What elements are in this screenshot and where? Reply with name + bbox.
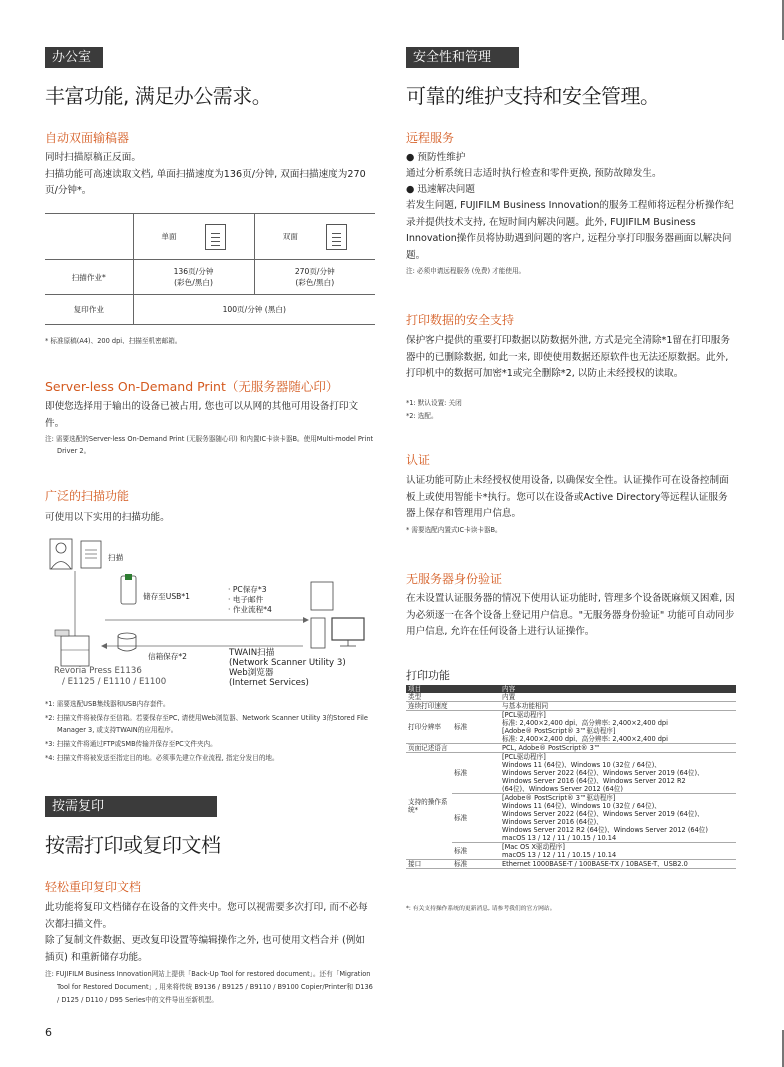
table-cell: 标准 [452,860,500,869]
serverless-heading: Server-less On-Demand Print（无服务器随心印） [45,379,339,394]
scan-single-value: 136页/分钟 (彩色/黑白) [133,260,254,295]
printdata-note-1: *1: 默认设置: 关闭 [406,399,462,407]
table-cell: 与基本功能相同 [500,702,736,711]
remote-text-1: 通过分析系统日志适时执行检查和零件更换, 预防故障发生。 [406,168,662,179]
print-spec-table [406,685,736,869]
security-title: 可靠的维护支持和安全管理。 [406,84,660,108]
pc-list-item: · PC保存*3 [228,585,267,594]
serverless-body: 即使您选择用于输出的设备已被占用, 您也可以从网的其他可用设备打印文件。 [45,401,359,429]
printdata-body: 保护客户提供的重要打印数据以防数据外泄, 方式是完全清除*1留在打印服务器中的已删除数据, 如此一来, 即使使用数据还原软件也无法还原数据。此外, 打印机中的数据可加密*1或完全删除*2, 以防止未经授权的读取。 [406,335,730,379]
table-head-item: 项目 [406,685,500,693]
folder-label: 信箱保存*2 [148,652,188,661]
scan-notes [45,698,375,764]
twain-labels [229,648,346,688]
table-cell: 接口 [406,860,452,869]
remote-text-2: 若发生问题, FUJIFILM Business Innovation的服务工程师将远程分析操作纪录并提供技术支持, 在短时间内解决问题。此外, FUJIFILM Business Innovation操作员将协助遇到问题的客户, 远程分享打印服务器画面以解决问题。 [406,200,734,261]
printer-device-icon [55,630,89,666]
double-sided-document-icon [326,224,347,250]
reprint-body: 此功能将复印文档储存在设备的文件夹中。您可以视需要多次打印, 而不必每次都扫描文件。 除了复制文件数据、更改复印设置等编辑操作之外, 也可使用文档合并 (例如插页) 和重新储存功能。 [45,902,368,963]
scan-body: 可使用以下实用的扫描功能。 [45,512,170,523]
twain-line: Web浏览器 [229,668,274,678]
table-cell: 页面记述语言 [406,744,500,753]
section-bar-office: 办公室 [45,47,103,68]
single-col-header [133,214,254,260]
pc-document-icon [311,582,333,610]
mailbox-storage-icon [118,633,136,651]
pc-list [228,585,272,615]
scan-document-icon [81,541,101,568]
scan-note: *2: 扫描文件将被保存至信箱。若要保存至PC, 请使用Web浏览器、Network Scanner Utility 3的Stored File Manager 3, 或支持TWAIN的应用程序。 [45,714,368,734]
twain-line: TWAIN扫描 [229,648,275,658]
serverless-auth-heading: 无服务器身份验证 [406,572,503,586]
section-bar-ondemand: 按需复印 [45,796,217,817]
scan-row-label: 扫描作业* [45,260,133,295]
scan-label: 扫描 [108,553,124,562]
table-cell: 支持的操作系统* [406,753,452,860]
printdata-heading: 打印数据的安全支持 [406,313,515,327]
section-bar-security: 安全性和管理 [406,47,519,68]
table-head-content: 内容 [500,685,736,693]
table-cell: 连续打印速度 [406,702,500,711]
remote-bullet-2: ● 迅速解决问题 [406,184,475,195]
device-model-line: Revoria Press E1136 [54,666,142,676]
table-cell: [PCL驱动程序] Windows 11 (64位)、Windows 10 (32位 / 64位)、 Windows Server 2022 (64位)、Windows Server 2019 (64位)、 Windows Server 2016 (64位)、Windows Server 2012 R2 (64位)、Windows Server 2012 (64位) [500,753,736,794]
table-cell: [Mac OS X驱动程序] macOS 13 / 12 / 11 / 10.15 / 10.14 [500,843,736,860]
table-cell: [Adobe® PostScript® 3™驱动程序] Windows 11 (64位)、Windows 10 (32位 / 64位)、 Windows Server 2022 (64位)、Windows Server 2019 (64位)、 Windows Server 2016 (64位)、 Windows Server 2012 R2 (64位)、Windows Server 2012 (64位) macOS 13 / 12 / 11 / 10.15 / 10.14 [500,794,736,843]
scan-diagram [45,538,405,688]
table-cell: Ethernet 1000BASE-T / 100BASE-TX / 10BASE-T、USB2.0 [500,860,736,869]
auth-note: * 需要选配内置式IC卡读卡器B。 [406,526,502,534]
table-cell: 打印分辨率 [406,711,452,744]
scan-note: *3: 扫描文件将通过FTP或SMB传输并保存至PC文件夹内。 [45,740,217,748]
pc-list-item: · 作业流程*4 [228,605,272,614]
remote-heading: 远程服务 [406,131,455,145]
single-sided-document-icon [205,224,226,250]
duplex-body: 同时扫描原稿正反面。 扫描功能可高速读取文档, 单面扫描速度为136页/分钟, 双面扫描速度为270页/分钟*。 [45,152,366,196]
table-cell: 标准 [452,753,500,794]
ondemand-title: 按需打印或复印文档 [45,833,221,857]
table-cell: [PCL驱动程序] 标准: 2,400×2,400 dpi、高分辨率: 2,400×2,400 dpi [Adobe® PostScript® 3™驱动程序] 标准: 2,400×2,400 dpi、高分辨率: 2,400×2,400 dpi [500,711,736,744]
auth-heading: 认证 [406,453,431,467]
duplex-heading: 自动双面输稿器 [45,131,130,145]
copy-value: 100页/分钟 (黑白) [133,295,375,325]
computer-icon [311,618,364,648]
remote-bullet-1: ● 预防性维护 [406,152,466,163]
table-cell: 类型 [406,693,500,702]
page-number: 6 [45,1026,52,1039]
print-table-note: *: 有关支持操作系统的更新消息, 请参考我们的官方网站。 [406,906,556,912]
pc-list-item: · 电子邮件 [228,595,264,604]
scan-heading: 广泛的扫描功能 [45,489,130,503]
duplex-note: * 标准原稿(A4)、200 dpi、扫描至机密邮箱。 [45,337,182,345]
table-cell: 内置 [500,693,736,702]
reprint-heading: 轻松重印复印文档 [45,880,142,894]
table-cell: PCL, Adobe® PostScript® 3™ [500,744,736,753]
twain-line: (Network Scanner Utility 3) [229,658,346,668]
scan-speed-table [45,213,375,325]
scan-double-value: 270页/分钟 (彩色/黑白) [254,260,375,295]
usb-drive-icon [121,574,136,604]
print-table-title: 打印功能 [406,669,450,682]
table-cell: 标准 [452,843,500,860]
usb-label: 储存至USB*1 [143,592,190,601]
auth-body: 认证功能可防止未经授权使用设备, 以确保安全性。认证操作可在设备控制面板上或使用智能卡*执行。您可以在设备或Active Directory等远程认证服务器上保存和管理用户信息。 [406,475,729,519]
printdata-note-2: *2: 选配。 [406,412,438,420]
twain-line: (Internet Services) [229,678,309,688]
user-icon [50,539,72,569]
device-model-line: / E1125 / E1110 / E1100 [62,677,167,687]
arrow-to-pc-icon [303,617,309,623]
single-label: 单面 [161,231,177,241]
copy-row-label: 复印作业 [45,295,133,325]
table-cell: 标准 [452,711,500,744]
double-col-header [254,214,375,260]
scan-note: *1: 需要选配USB集线器和USB内存套件。 [45,700,170,708]
remote-note: 注: 必须申请远程服务 (免费) 才能使用。 [406,267,526,275]
table-cell: 标准 [452,794,500,843]
device-model [54,666,166,688]
serverless-note: 注: 需要选配的Server-less On-Demand Print (无服务器随心印) 和内置IC卡读卡器B。使用Multi-model Print Driver 2。 [45,435,374,455]
reprint-note: 注: FUJIFILM Business Innovation网站上提供「Back-Up Tool for restored document」。还有「Migration Tool for Restored Document」, 用来将传统 B9136 / B9125 / B9110 / B9100 Copier/Printer和 D136 / D125 / D110 / D95 Series中的文件导出至新机型。 [45,970,373,1004]
arrow-to-device-icon [101,643,107,649]
double-label: 双面 [282,231,298,241]
serverless-auth-body: 在未设置认证服务器的情况下使用认证功能时, 管理多个设备既麻烦又困难, 因为必须逐一在各个设备上登记用户信息。"无服务器身份验证" 功能可自动同步用户信息, 允许在任何设备上进行认证操作。 [406,593,735,637]
office-title: 丰富功能, 满足办公需求。 [45,84,272,108]
scan-note: *4: 扫描文件将被发送至指定目的地。必须事先建立作业流程, 指定分发目的地。 [45,754,279,762]
